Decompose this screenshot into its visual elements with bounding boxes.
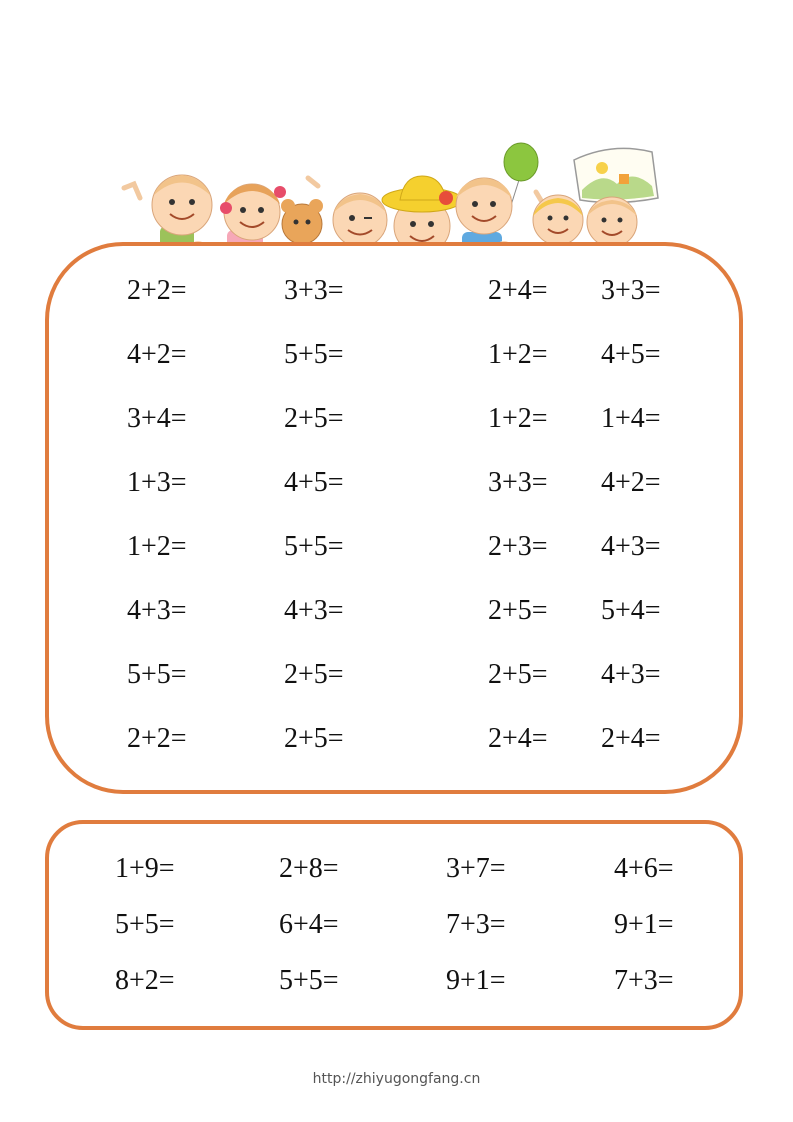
equation: 2+5= bbox=[284, 659, 344, 690]
equation: 5+5= bbox=[127, 659, 187, 690]
equation: 1+2= bbox=[488, 339, 548, 370]
equation: 2+4= bbox=[488, 723, 548, 754]
equation: 2+4= bbox=[601, 723, 661, 754]
equation: 4+3= bbox=[601, 659, 661, 690]
equation: 3+4= bbox=[127, 403, 187, 434]
equation: 4+2= bbox=[127, 339, 187, 370]
equation: 2+2= bbox=[127, 275, 187, 306]
footer-url: http://zhiyugongfang.cn bbox=[312, 1071, 481, 1087]
equation: 7+3= bbox=[446, 909, 506, 940]
equation: 5+5= bbox=[284, 339, 344, 370]
equation: 7+3= bbox=[614, 965, 674, 996]
equation: 3+3= bbox=[284, 275, 344, 306]
equation: 1+3= bbox=[127, 467, 187, 498]
equation: 1+2= bbox=[488, 403, 548, 434]
equation: 6+4= bbox=[279, 909, 339, 940]
equation: 1+2= bbox=[127, 531, 187, 562]
equation: 4+5= bbox=[601, 339, 661, 370]
equation: 2+2= bbox=[127, 723, 187, 754]
equation: 5+5= bbox=[279, 965, 339, 996]
equation: 3+7= bbox=[446, 853, 506, 884]
equation: 5+5= bbox=[284, 531, 344, 562]
equation: 2+3= bbox=[488, 531, 548, 562]
equation: 5+4= bbox=[601, 595, 661, 626]
equation: 8+2= bbox=[115, 965, 175, 996]
equation: 4+2= bbox=[601, 467, 661, 498]
equation: 9+1= bbox=[446, 965, 506, 996]
equation: 4+3= bbox=[284, 595, 344, 626]
equation: 1+9= bbox=[115, 853, 175, 884]
top-exercise-panel bbox=[45, 242, 743, 794]
equation: 4+6= bbox=[614, 853, 674, 884]
equation: 2+4= bbox=[488, 275, 548, 306]
equation: 4+3= bbox=[127, 595, 187, 626]
equation: 2+5= bbox=[488, 595, 548, 626]
equation: 2+8= bbox=[279, 853, 339, 884]
equation: 2+5= bbox=[284, 723, 344, 754]
equation: 3+3= bbox=[488, 467, 548, 498]
equation: 5+5= bbox=[115, 909, 175, 940]
equation: 4+3= bbox=[601, 531, 661, 562]
equation: 4+5= bbox=[284, 467, 344, 498]
equation: 9+1= bbox=[614, 909, 674, 940]
equation: 3+3= bbox=[601, 275, 661, 306]
equation: 2+5= bbox=[284, 403, 344, 434]
equation: 2+5= bbox=[488, 659, 548, 690]
equation: 1+4= bbox=[601, 403, 661, 434]
